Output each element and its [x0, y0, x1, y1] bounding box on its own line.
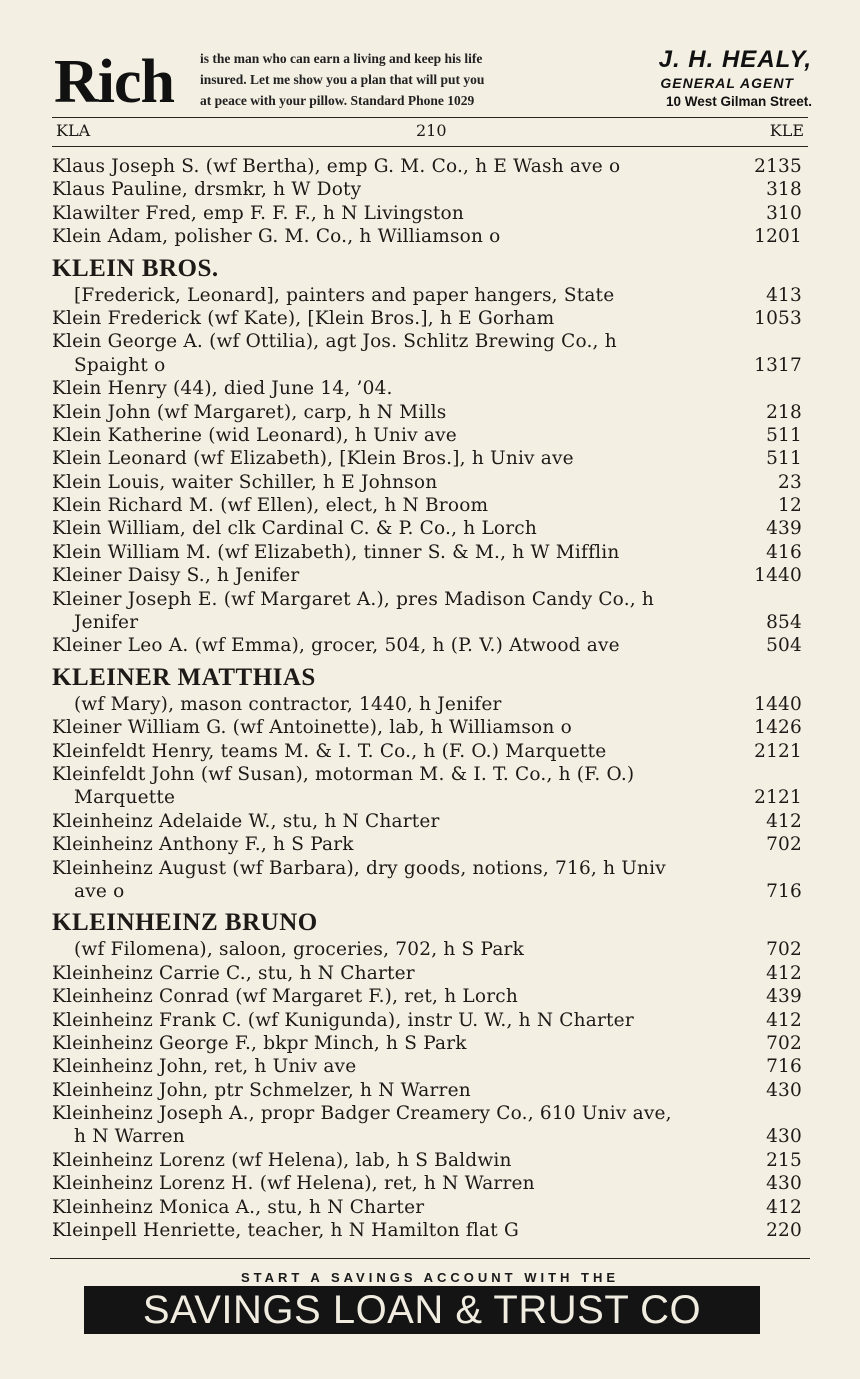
ad-tagline-line: is the man who can earn a living and keep his life [200, 51, 483, 66]
listing-text: Kleinheinz August (wf Barbara), dry goods, notions, 716, h Univ [52, 857, 666, 879]
guide-word-first: KLA [56, 121, 91, 140]
listing-row [52, 1219, 804, 1242]
listing-number: 702 [766, 834, 802, 856]
listing-row [52, 1149, 804, 1172]
listing-row [52, 693, 804, 716]
listing-row [52, 471, 804, 494]
listing-text: Spaight o [74, 354, 166, 376]
footer-rule [50, 1258, 810, 1259]
listing-number: 416 [766, 541, 802, 563]
listing-number: 412 [766, 1009, 802, 1031]
business-heading-row [52, 249, 804, 284]
listing-row [52, 517, 804, 540]
listing-row [52, 202, 804, 225]
listing-row [52, 1196, 804, 1219]
listing-row [52, 564, 804, 587]
listing-row [52, 424, 804, 447]
listing-text: Kleinheinz Lorenz (wf Helena), lab, h S Baldwin [52, 1149, 512, 1171]
listing-number: 2121 [754, 787, 802, 809]
listing-text: (wf Filomena), saloon, groceries, 702, h S Park [74, 939, 525, 961]
listing-number: 439 [766, 518, 802, 540]
footer-bank-banner: SAVINGS LOAN & TRUST CO [84, 1286, 760, 1334]
ad-tagline-line: insured. Let me show you a plan that will put you [200, 72, 485, 87]
listing-number: 504 [766, 635, 802, 657]
listing-number: 12 [778, 495, 802, 517]
listing-text: Klaus Joseph S. (wf Bertha), emp G. M. Co., h E Wash ave o [52, 156, 621, 177]
listing-text: [Frederick, Leonard], painters and paper hangers, State [74, 284, 615, 306]
listing-text: Klaus Pauline, drsmkr, h W Doty [52, 179, 362, 201]
listing-number: 220 [766, 1220, 802, 1242]
listing-row [52, 810, 804, 833]
listing-text: Kleinheinz Carrie C., stu, h N Charter [52, 962, 415, 984]
listing-text: Klein Richard M. (wf Ellen), elect, h N Broom [52, 495, 489, 517]
listing-number: 1426 [754, 717, 802, 739]
listing-row [52, 401, 804, 424]
listing-number: 716 [766, 880, 802, 902]
listing-row [52, 833, 804, 856]
listing-row [52, 763, 804, 786]
listing-text: Klein Frederick (wf Kate), [Klein Bros.], h E Gorham [52, 307, 555, 329]
agent-address: 10 West Gilman Street. [665, 94, 812, 109]
listing-number: 318 [766, 179, 802, 201]
business-name: KLEINHEINZ BRUNO [52, 909, 318, 937]
listing-text: Klein John (wf Margaret), carp, h N Mills [52, 401, 447, 423]
directory-listings [52, 155, 804, 1242]
listing-text: Klein William, del clk Cardinal C. & P. Co., h Lorch [52, 518, 537, 540]
ad-headline-word: Rich [54, 48, 174, 116]
listing-row [52, 377, 804, 400]
agent-block [612, 46, 812, 112]
listing-text: Kleinfeldt Henry, teams M. & I. T. Co., h (F. O.) Marquette [52, 740, 607, 762]
listing-row [52, 1009, 804, 1032]
business-heading-row [52, 903, 804, 938]
listing-row [52, 447, 804, 470]
listing-row [52, 1102, 804, 1125]
listing-text: Klawilter Fred, emp F. F. F., h N Livingston [52, 202, 464, 224]
agent-title: GENERAL AGENT [660, 75, 794, 91]
listing-row [52, 541, 804, 564]
listing-row [52, 354, 804, 377]
listing-number: 439 [766, 986, 802, 1008]
listing-row [52, 634, 804, 657]
listing-row [52, 178, 804, 201]
listing-text: ave o [74, 880, 125, 902]
listing-row [52, 716, 804, 739]
listing-row [52, 494, 804, 517]
listing-number: 430 [766, 1079, 802, 1101]
listing-number: 2121 [754, 740, 802, 762]
page-number: 210 [416, 121, 447, 140]
listing-number: 702 [766, 939, 802, 961]
listing-number: 412 [766, 1196, 802, 1218]
listing-text: Marquette [74, 787, 176, 809]
ad-tagline [200, 48, 600, 111]
listing-text: Klein Katherine (wid Leonard), h Univ ave [52, 424, 457, 446]
listing-text: Kleinheinz Lorenz H. (wf Helena), ret, h N Warren [52, 1173, 535, 1195]
listing-text: (wf Mary), mason contractor, 1440, h Jenifer [74, 693, 502, 715]
ad-tagline-line: at peace with your pillow. Standard Phone 1029 [200, 93, 475, 108]
listing-number: 716 [766, 1056, 802, 1078]
listing-number: 1440 [754, 565, 802, 587]
business-heading-row [52, 658, 804, 693]
listing-row [52, 611, 804, 634]
listing-row [52, 284, 804, 307]
listing-text: Kleinheinz Joseph A., propr Badger Creamery Co., 610 Univ ave, [52, 1103, 672, 1125]
listing-row [52, 307, 804, 330]
agent-name: J. H. HEALY, [658, 46, 812, 73]
listing-number: 511 [766, 424, 802, 446]
listing-number: 702 [766, 1032, 802, 1054]
footer-tagline: START A SAVINGS ACCOUNT WITH THE [240, 1270, 620, 1285]
listing-row [52, 155, 804, 178]
listing-text: Klein William M. (wf Elizabeth), tinner S. & M., h W Mifflin [52, 541, 620, 563]
listing-text: Kleiner Leo A. (wf Emma), grocer, 504, h (P. V.) Atwood ave [52, 635, 620, 657]
listing-text: Kleinpell Henriette, teacher, h N Hamilton flat G [52, 1220, 519, 1242]
listing-text: Kleinheinz John, ret, h Univ ave [52, 1056, 357, 1078]
listing-text: Kleinheinz Adelaide W., stu, h N Charter [52, 810, 440, 832]
listing-number: 1053 [754, 307, 802, 329]
listing-number: 23 [778, 471, 802, 493]
listing-row [52, 985, 804, 1008]
listing-text: Klein Henry (44), died June 14, ’04. [52, 378, 393, 400]
listing-text: Kleinfeldt John (wf Susan), motorman M. & I. T. Co., h (F. O.) [52, 763, 635, 785]
listing-text: Kleinheinz Monica A., stu, h N Charter [52, 1196, 425, 1218]
guide-word-last: KLE [769, 121, 804, 140]
listing-number: 854 [766, 612, 802, 634]
listing-row [52, 225, 804, 248]
listing-row [52, 962, 804, 985]
listing-row [52, 857, 804, 880]
listing-number: 218 [766, 401, 802, 423]
listing-row [52, 880, 804, 903]
listing-text: Kleiner William G. (wf Antoinette), lab, h Williamson o [52, 717, 572, 739]
listing-text: Kleinheinz George F., bkpr Minch, h S Park [52, 1032, 467, 1054]
listing-row [52, 1079, 804, 1102]
listing-text: Kleinheinz Anthony F., h S Park [52, 834, 354, 856]
listing-row [52, 588, 804, 611]
listing-number: 413 [766, 284, 802, 306]
listing-number: 412 [766, 810, 802, 832]
listing-text: Jenifer [74, 612, 139, 634]
business-name: KLEINER MATTHIAS [52, 663, 316, 691]
listing-text: Klein Adam, polisher G. M. Co., h Williamson o [52, 226, 501, 248]
listing-text: Kleinheinz John, ptr Schmelzer, h N Warren [52, 1079, 471, 1101]
listing-number: 1317 [754, 354, 802, 376]
listing-text: h N Warren [74, 1126, 185, 1148]
listing-text: Kleiner Daisy S., h Jenifer [52, 565, 300, 587]
listing-text: Kleinheinz Conrad (wf Margaret F.), ret, h Lorch [52, 986, 518, 1008]
listing-row [52, 938, 804, 961]
listing-number: 430 [766, 1126, 802, 1148]
listing-number: 215 [766, 1149, 802, 1171]
listing-text: Klein George A. (wf Ottilia), agt Jos. Schlitz Brewing Co., h [52, 331, 617, 353]
listing-row [52, 740, 804, 763]
listing-number: 1440 [754, 693, 802, 715]
listing-number: 430 [766, 1173, 802, 1195]
listing-row [52, 1172, 804, 1195]
business-name: KLEIN BROS. [52, 254, 219, 282]
listing-row [52, 786, 804, 809]
running-head [52, 117, 808, 147]
listing-text: Kleiner Joseph E. (wf Margaret A.), pres Madison Candy Co., h [52, 588, 655, 610]
listing-row [52, 1055, 804, 1078]
header-advertisement [52, 46, 812, 118]
listing-number: 2135 [754, 156, 802, 177]
listing-number: 1201 [754, 226, 802, 248]
listing-row [52, 330, 804, 353]
listing-text: Kleinheinz Frank C. (wf Kunigunda), instr U. W., h N Charter [52, 1009, 634, 1031]
listing-text: Klein Leonard (wf Elizabeth), [Klein Bros.], h Univ ave [52, 448, 574, 470]
listing-number: 511 [766, 448, 802, 470]
listing-row [52, 1125, 804, 1148]
listing-text: Klein Louis, waiter Schiller, h E Johnson [52, 471, 438, 493]
listing-number: 412 [766, 962, 802, 984]
listing-number: 310 [766, 202, 802, 224]
listing-row [52, 1032, 804, 1055]
